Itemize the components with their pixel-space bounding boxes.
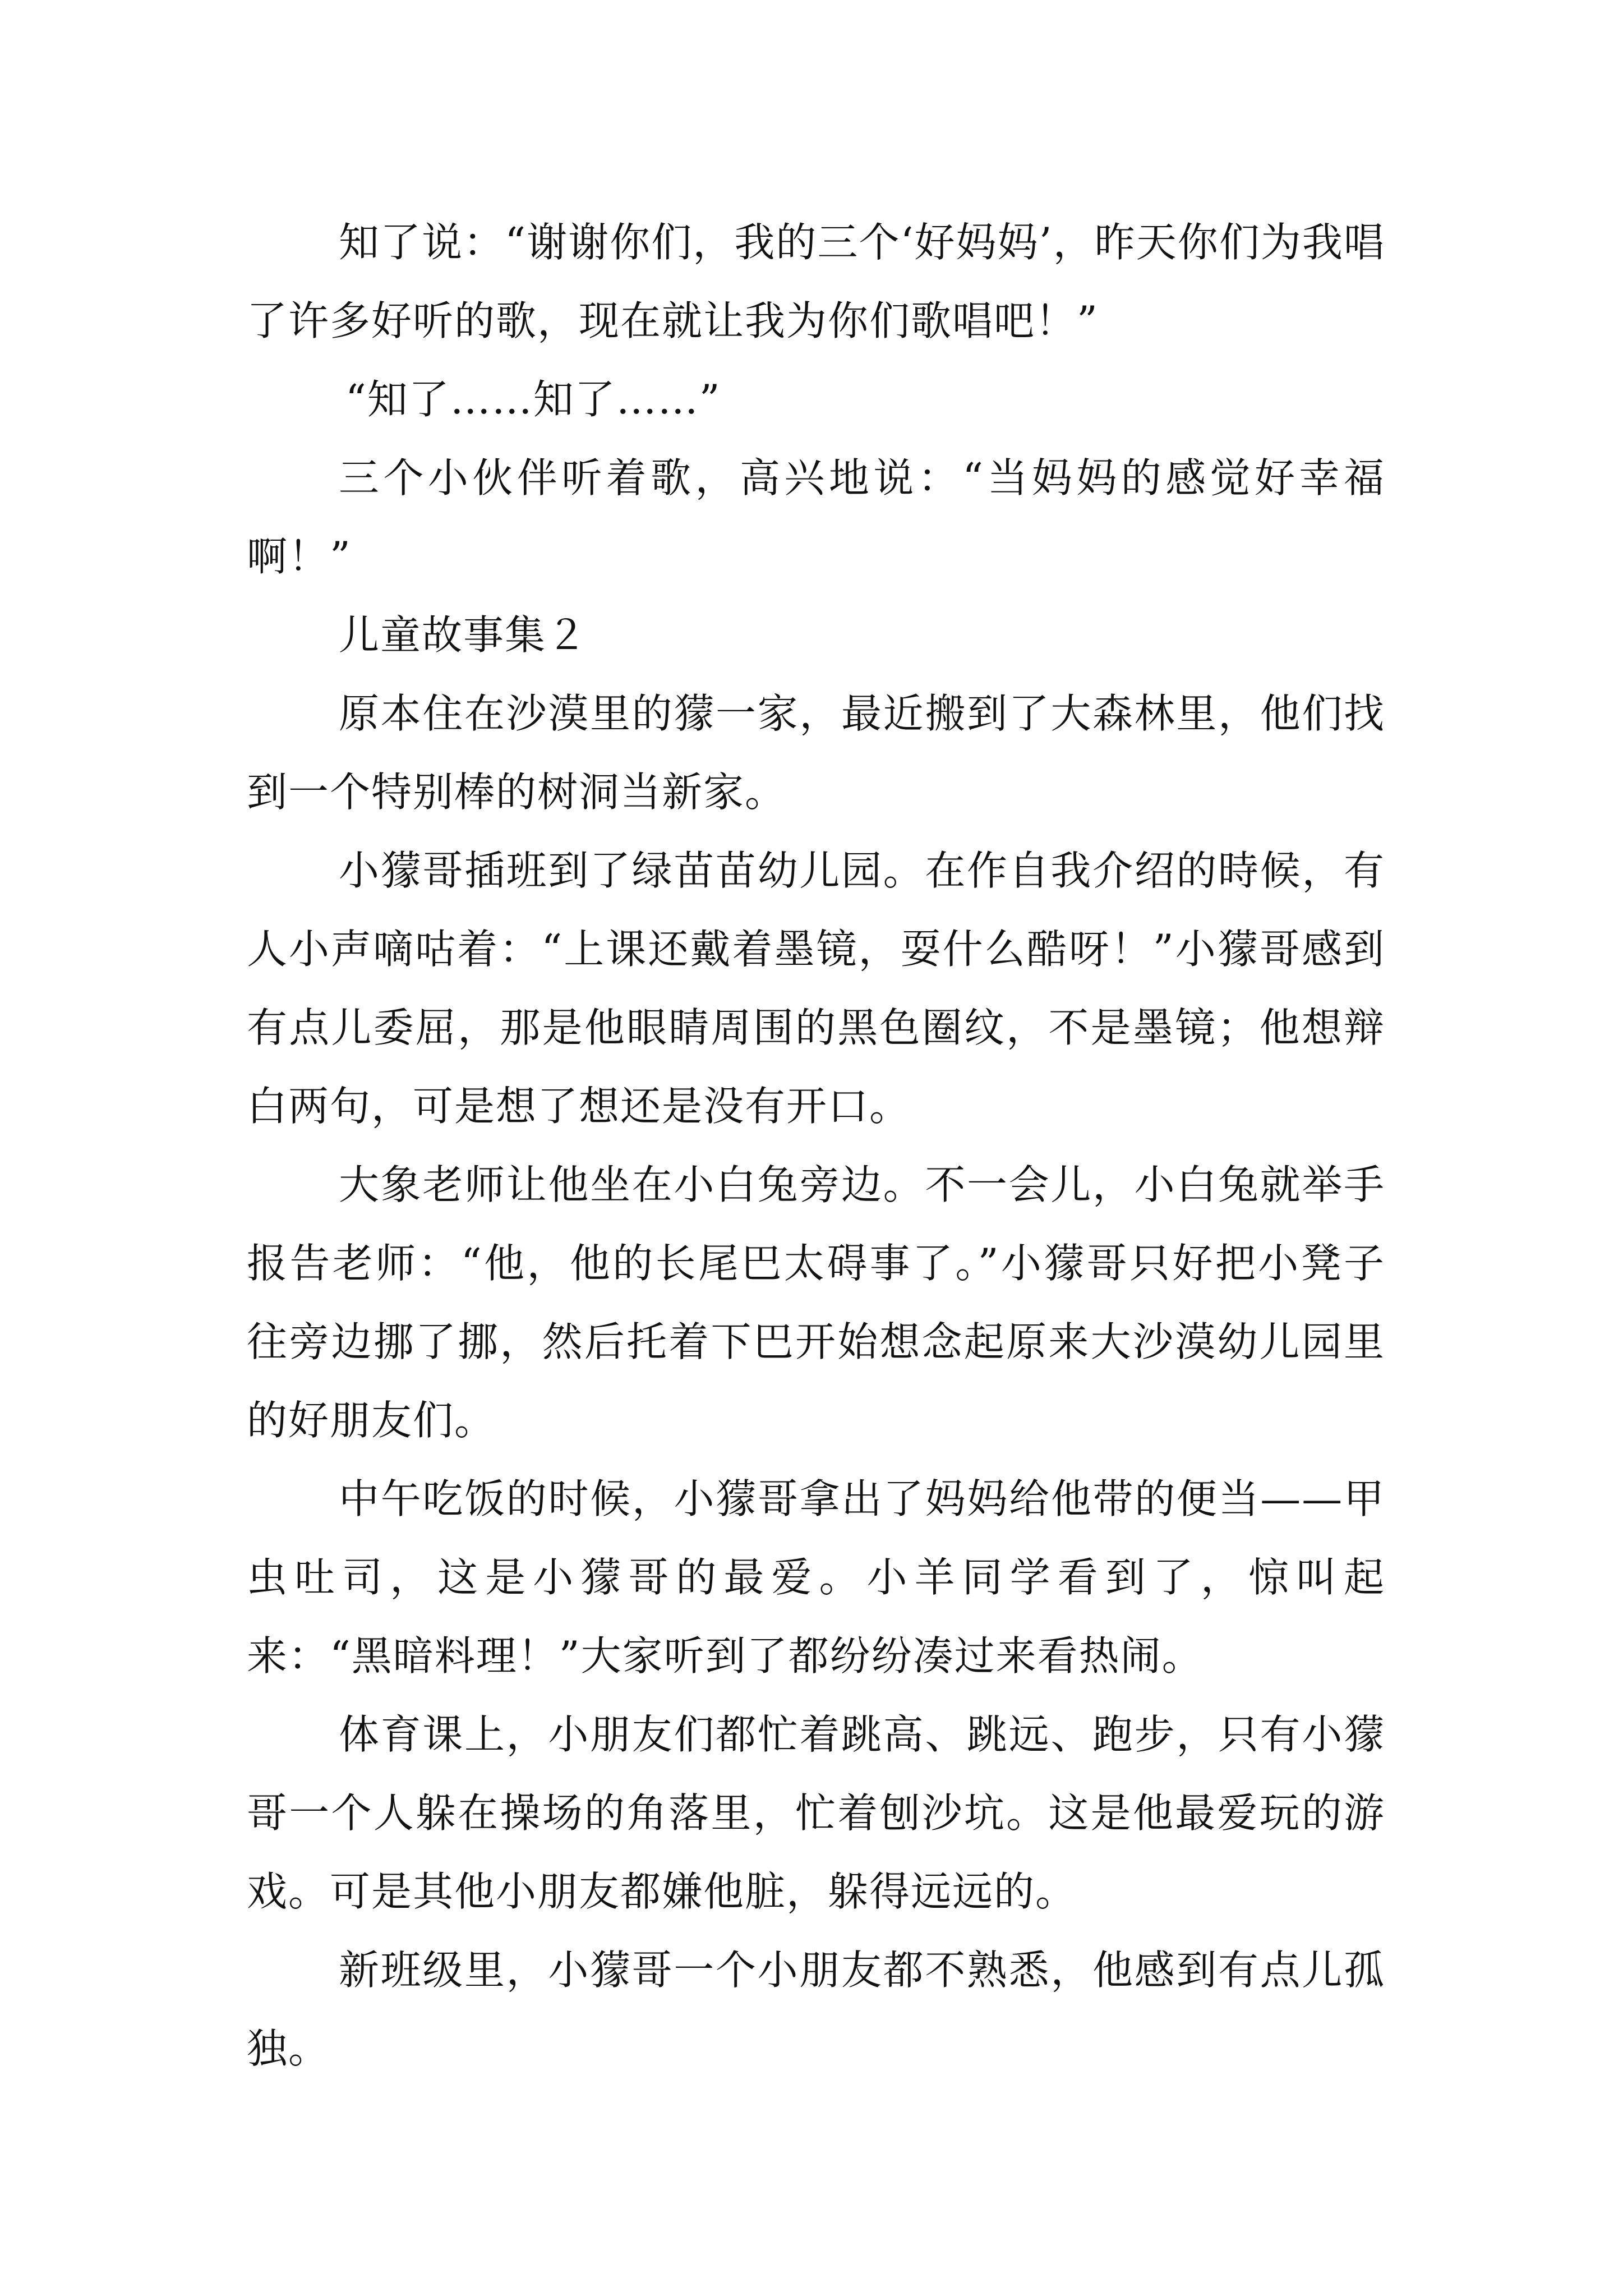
paragraph: 大象老师让他坐在小白兔旁边。不一会儿，小白兔就举手报告老师：“他，他的长尾巴太碍事了。”小獴哥只好把小凳子往旁边挪了挪，然后托着下巴开始想念起原来大沙漠幼儿园里的好朋友们。	[247, 1161, 1385, 1444]
paragraph: 新班级里，小獴哥一个小朋友都不熟悉，他感到有点儿孤独。	[247, 1947, 1385, 2072]
paragraph: 知了说：“谢谢你们，我的三个‘好妈妈’，昨天你们为我唱了许多好听的歌，现在就让我为你们歌唱吧！”	[247, 219, 1385, 344]
paragraph: 三个小伙伴听着歌，高兴地说：“当妈妈的感觉好幸福啊！”	[247, 454, 1385, 580]
paragraph: 原本住在沙漠里的獴一家，最近搬到了大森林里，他们找到一个特别棒的树洞当新家。	[247, 690, 1385, 816]
section-heading: 儿童故事集２	[339, 611, 588, 659]
paragraph: 中午吃饭的时候，小獴哥拿出了妈妈给他带的便当——甲虫吐司，这是小獴哥的最爱。小羊同学看到了，惊叫起来：“黑暗料理！”大家听到了都纷纷凑过来看热闹。	[247, 1475, 1385, 1680]
paragraph: 小獴哥插班到了绿苗苗幼儿园。在作自我介绍的時候，有人小声嘀咕着：“上课还戴着墨镜，耍什么酷呀！”小獴哥感到有点儿委屈，那是他眼睛周围的黑色圈纹，不是墨镜；他想辩白两句，可是想了想还是没有开口。	[247, 847, 1385, 1130]
paragraph: “知了……知了……”	[345, 376, 721, 423]
document-body	[247, 203, 1385, 2088]
paragraph: 体育课上，小朋友们都忙着跳高、跳远、跑步，只有小獴哥一个人躲在操场的角落里，忙着刨沙坑。这是他最爱玩的游戏。可是其他小朋友都嫌他脏，躲得远远的。	[247, 1711, 1385, 1915]
